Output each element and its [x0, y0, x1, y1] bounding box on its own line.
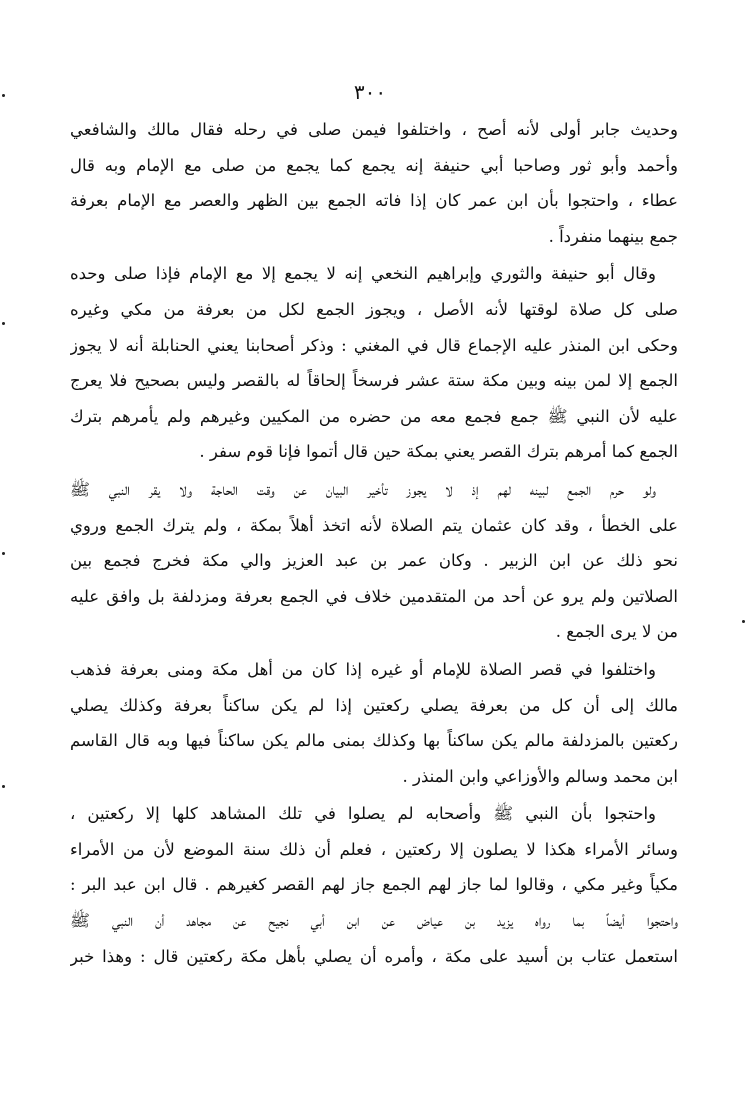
scan-speck	[2, 94, 5, 97]
text-line: وحديث جابر أولى لأنه أصح ، واختلفوا فيمن صلى في رحله فقال مالك والشافعي	[70, 120, 678, 139]
text-line: ولو حرم الجمع لبينه لهم إذ لا يجوز تأخير البيان عن وقت الحاجة ولا يقر النبي ﷺ	[70, 479, 656, 499]
text-line: الجمع كما أمرهم بترك القصر يعني بمكة حين قال أتموا فإنا قوم سفر .	[199, 442, 678, 462]
text-line: الجمع إلا لمن بينه وبين مكة ستة عشر فرسخاً إلحاقاً له بالقصر وليس بصحيح فلا يعرج	[70, 371, 678, 391]
text-line: واحتجوا بأن النبي ﷺ وأصحابه لم يصلوا في تلك المشاهد كلها إلا ركعتين ،	[70, 804, 656, 824]
text-line: عطاء ، واحتجوا بأن ابن عمر كان إذا فاته الجمع بين الظهر والعصر مع الإمام بعرفة	[70, 191, 678, 211]
text-line: ركعتين بالمزدلفة مالم يكن ساكناً بها وكذلك بمنى مالم يكن ساكناً فيها وبه قال القاسم	[70, 731, 678, 751]
text-line: على الخطأ ، وقد كان عثمان يتم الصلاة لأنه اتخذ أهلاً بمكة ، ولم يترك الجمع وروي	[70, 515, 678, 535]
text-line: من لا يرى الجمع .	[555, 622, 678, 642]
text-line: وحكى ابن المنذر عليه الإجماع قال في المغني : وذكر أصحابنا يعني الحنابلة أنه لا يجوز	[70, 335, 678, 355]
text-line: واحتجوا أيضاً بما رواه يزيد بن عياض عن ابن أبي نجيح عن مجاهد أن النبي ﷺ	[70, 911, 678, 931]
scan-speck	[2, 552, 5, 555]
paragraph-3	[70, 472, 678, 650]
text-line: صلى كل صلاة لوقتها لأنه الأصل ، ويجوز الجمع لكل من بعرفة من مكي وغيره	[70, 299, 678, 319]
paragraph-2	[70, 256, 678, 470]
scan-speck	[2, 785, 5, 788]
text-line: وأحمد وأبو ثور وصاحبا أبي حنيفة إنه يجمع كما يجمع من صلى مع الإمام وبه قال	[70, 155, 678, 175]
text-line: نحو ذلك عن ابن الزبير . وكان عمر بن عبد العزيز والي مكة فخرج فجمع بين	[70, 551, 678, 571]
text-line: الصلاتين ولم يرو عن أحد من المتقدمين خلاف في الجمع بعرفة ومزدلفة بل وافق عليه	[70, 586, 678, 606]
page-body	[70, 112, 678, 974]
paragraph-1	[70, 112, 678, 254]
page-number: ٣٠٠	[353, 80, 387, 104]
paragraph-4	[70, 652, 678, 794]
scan-speck	[742, 620, 745, 623]
text-line: عليه لأن النبي ﷺ جمع فجمع معه من حضره من المكيين وغيرهم ولم يأمرهم بترك	[70, 406, 678, 426]
text-line: جمع بينهما منفرداً .	[548, 226, 678, 246]
scan-speck	[2, 322, 5, 325]
text-line: استعمل عتاب بن أسيد على مكة ، وأمره أن يصلي بأهل مكة ركعتين قال : وهذا خبر	[70, 946, 678, 966]
text-line: وسائر الأمراء هكذا لا يصلون إلا ركعتين ، فعلم أن ذلك سنة الموضع لأن من الأمراء	[70, 839, 678, 859]
text-line: مالك إلى أن كل من بعرفة يصلي ركعتين إذا لم يكن ساكناً بعرفة وكذلك يصلي	[70, 695, 678, 715]
text-line: ابن محمد وسالم والأوزاعي وابن المنذر .	[402, 766, 678, 786]
text-line: وقال أبو حنيفة والثوري وإبراهيم النخعي إنه لا يجمع إلا مع الإمام فإذا صلى وحده	[70, 264, 656, 284]
paragraph-5	[70, 796, 678, 974]
text-line: واختلفوا في قصر الصلاة للإمام أو غيره إذا كان من أهل مكة ومنى بعرفة فذهب	[70, 659, 656, 679]
text-line: مكياً وغير مكي ، وقالوا لما جاز لهم الجمع جاز لهم القصر كغيرهم . قال ابن عبد البر :	[70, 875, 678, 895]
